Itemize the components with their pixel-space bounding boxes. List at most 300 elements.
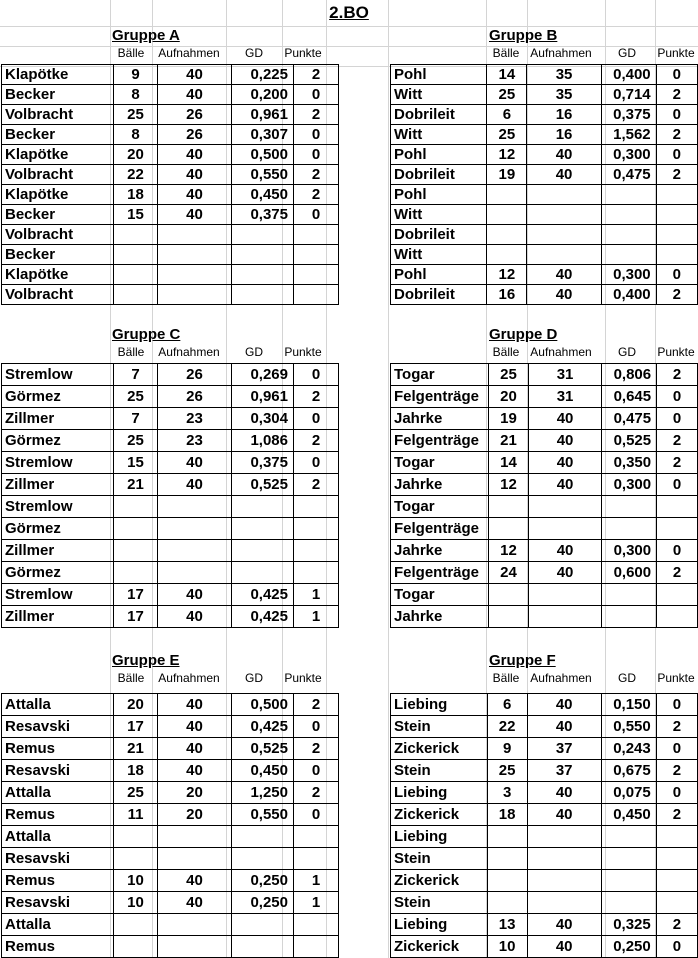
player-name-cell: Stremlow [2,452,114,474]
table-row [391,562,698,584]
innings-cell: 40 [158,474,232,496]
gd-cell: 0,300 [601,145,656,165]
points-cell: 0 [294,85,339,105]
innings-cell: 26 [158,364,232,386]
column-header-gd: GD [618,345,636,359]
balls-cell: 14 [489,452,529,474]
player-name-cell: Dobrileit [391,225,487,245]
balls-cell: 25 [487,85,527,105]
group-title: Gruppe F [489,652,556,669]
points-cell: 2 [657,364,698,386]
table-row [2,452,339,474]
gd-cell: 0,250 [232,870,294,892]
gd-cell: 0,645 [602,386,657,408]
points-cell [294,540,339,562]
gd-cell: 0,307 [232,125,294,145]
gd-cell: 0,400 [601,285,656,305]
balls-cell: 12 [487,265,527,285]
balls-cell [489,606,529,628]
innings-cell [158,540,232,562]
points-cell [294,562,339,584]
innings-cell: 40 [528,474,601,496]
table-row [391,386,698,408]
player-name-cell: Becker [2,125,114,145]
column-header-innings: Aufnahmen [158,46,220,60]
innings-cell: 40 [528,408,601,430]
gridline [388,0,389,958]
player-name-cell: Togar [391,584,489,606]
player-name-cell: Witt [391,125,487,145]
points-cell: 2 [656,804,697,826]
innings-cell [158,285,232,305]
points-cell [294,225,339,245]
score-table [390,64,698,305]
innings-cell [158,562,232,584]
player-name-cell: Görmez [2,386,114,408]
points-cell [656,225,697,245]
innings-cell: 40 [158,760,232,782]
table-row [391,892,698,914]
innings-cell: 40 [527,285,601,305]
points-cell: 0 [294,205,339,225]
points-cell: 0 [656,936,697,958]
innings-cell: 16 [527,105,601,125]
innings-cell [527,848,601,870]
table-row [391,185,698,205]
table-row [391,245,698,265]
balls-cell: 18 [114,760,158,782]
gd-cell [601,245,656,265]
table-row [391,716,698,738]
column-header-innings: Aufnahmen [530,671,592,685]
balls-cell: 19 [489,408,529,430]
innings-cell: 40 [158,584,232,606]
gd-cell: 1,250 [232,782,294,804]
innings-cell [528,518,601,540]
table-row [2,285,339,305]
table-row [2,804,339,826]
gd-cell: 0,500 [232,694,294,716]
table-row [2,364,339,386]
gd-cell: 0,250 [601,936,656,958]
innings-cell [158,496,232,518]
balls-cell: 22 [114,165,158,185]
column-header-innings: Aufnahmen [530,345,592,359]
gd-cell: 0,375 [232,452,294,474]
gd-cell: 0,375 [232,205,294,225]
gd-cell: 0,150 [601,694,656,716]
balls-cell [487,205,527,225]
balls-cell [114,562,158,584]
points-cell: 1 [294,870,339,892]
innings-cell: 40 [527,165,601,185]
innings-cell: 40 [527,716,601,738]
gd-cell: 0,269 [232,364,294,386]
table-row [2,474,339,496]
table-row [2,205,339,225]
gd-cell [602,496,657,518]
gd-cell: 0,400 [601,65,656,85]
innings-cell [158,518,232,540]
column-header-innings: Aufnahmen [158,671,220,685]
table-row [391,848,698,870]
table-row [391,804,698,826]
gd-cell [232,245,294,265]
column-header-balls: Bälle [492,46,520,60]
player-name-cell: Görmez [2,562,114,584]
table-row [391,540,698,562]
table-row [2,386,339,408]
player-name-cell: Felgenträge [391,518,489,540]
table-row [2,518,339,540]
gd-cell [232,540,294,562]
points-cell [657,518,698,540]
points-cell: 0 [294,760,339,782]
innings-cell [527,205,601,225]
points-cell [294,848,339,870]
points-cell [657,496,698,518]
column-header-gd: GD [618,46,636,60]
innings-cell: 26 [158,386,232,408]
balls-cell: 13 [487,914,527,936]
score-table [390,363,698,628]
player-name-cell: Jahrke [391,408,489,430]
table-row [2,65,339,85]
innings-cell: 40 [158,165,232,185]
player-name-cell: Attalla [2,826,114,848]
column-header-points: Punkte [284,345,322,359]
innings-cell: 40 [158,85,232,105]
table-row [2,606,339,628]
table-row [391,694,698,716]
points-cell [657,606,698,628]
points-cell: 2 [294,105,339,125]
balls-cell: 16 [487,285,527,305]
balls-cell: 21 [114,474,158,496]
gd-cell: 0,200 [232,85,294,105]
innings-cell: 40 [527,936,601,958]
gd-cell [232,285,294,305]
group-title: Gruppe E [112,652,180,669]
player-name-cell: Togar [391,364,489,386]
player-name-cell: Felgenträge [391,562,489,584]
table-row [2,265,339,285]
gd-cell: 0,250 [232,892,294,914]
table-row [391,125,698,145]
table-row [2,145,339,165]
points-cell: 2 [656,914,697,936]
table-row [391,205,698,225]
table-row [391,518,698,540]
column-header-balls: Bälle [492,671,520,685]
points-cell: 1 [294,892,339,914]
gd-cell [601,826,656,848]
points-cell [294,496,339,518]
gd-cell: 1,562 [601,125,656,145]
points-cell: 0 [656,145,697,165]
column-header-gd: GD [245,46,263,60]
table-row [391,145,698,165]
points-cell: 1 [294,584,339,606]
balls-cell: 7 [114,408,158,430]
table-row [391,496,698,518]
player-name-cell: Liebing [391,826,488,848]
table-row [2,826,339,848]
balls-cell: 21 [114,738,158,760]
column-header-points: Punkte [657,345,695,359]
gd-cell [602,606,657,628]
balls-cell [487,245,527,265]
innings-cell: 40 [527,804,601,826]
balls-cell [487,892,527,914]
player-name-cell: Togar [391,496,489,518]
gd-cell: 0,500 [232,145,294,165]
balls-cell: 18 [487,804,527,826]
gd-cell [601,870,656,892]
innings-cell [158,265,232,285]
column-header-balls: Bälle [492,345,520,359]
player-name-cell: Volbracht [2,285,114,305]
points-cell [656,870,697,892]
group-title: Gruppe C [112,326,181,343]
balls-cell [114,848,158,870]
table-row [2,870,339,892]
innings-cell: 16 [527,125,601,145]
points-cell [294,936,339,958]
innings-cell [158,936,232,958]
player-name-cell: Klapötke [2,145,114,165]
balls-cell [489,518,529,540]
table-row [2,408,339,430]
gd-cell: 0,325 [601,914,656,936]
innings-cell [527,892,601,914]
column-header-balls: Bälle [117,671,145,685]
gd-cell [232,496,294,518]
column-header-gd: GD [618,671,636,685]
innings-cell: 40 [158,452,232,474]
table-row [391,760,698,782]
player-name-cell: Klapötke [2,185,114,205]
innings-cell: 40 [158,716,232,738]
gd-cell: 0,550 [601,716,656,738]
table-row [2,848,339,870]
gd-cell: 0,350 [602,452,657,474]
table-row [391,85,698,105]
table-row [2,936,339,958]
innings-cell: 40 [158,65,232,85]
player-name-cell: Remus [2,804,114,826]
innings-cell: 35 [527,65,601,85]
table-row [391,782,698,804]
column-header-innings: Aufnahmen [158,345,220,359]
innings-cell [158,826,232,848]
balls-cell: 20 [114,145,158,165]
gd-cell: 0,300 [602,540,657,562]
table-row [2,105,339,125]
points-cell: 2 [657,562,698,584]
table-row [391,452,698,474]
table-row [2,782,339,804]
player-name-cell: Stein [391,716,488,738]
balls-cell [114,496,158,518]
player-name-cell: Volbracht [2,225,114,245]
table-row [391,225,698,245]
player-name-cell: Görmez [2,430,114,452]
innings-cell: 40 [528,452,601,474]
gd-cell: 0,300 [602,474,657,496]
gd-cell [602,584,657,606]
table-row [391,285,698,305]
points-cell: 2 [656,125,697,145]
gd-cell [601,892,656,914]
table-row [391,826,698,848]
balls-cell: 11 [114,804,158,826]
innings-cell: 40 [528,562,601,584]
points-cell: 2 [656,760,697,782]
player-name-cell: Jahrke [391,606,489,628]
player-name-cell: Dobrileit [391,165,487,185]
points-cell: 0 [294,452,339,474]
player-name-cell: Zillmer [2,408,114,430]
gridline [0,26,698,27]
player-name-cell: Klapötke [2,265,114,285]
player-name-cell: Witt [391,85,487,105]
player-name-cell: Becker [2,245,114,265]
points-cell: 0 [656,65,697,85]
column-header-points: Punkte [657,671,695,685]
player-name-cell: Felgenträge [391,386,489,408]
balls-cell: 10 [114,892,158,914]
innings-cell: 26 [158,125,232,145]
gd-cell: 0,675 [601,760,656,782]
gd-cell: 0,450 [232,760,294,782]
innings-cell: 40 [158,738,232,760]
balls-cell: 8 [114,85,158,105]
points-cell: 0 [656,105,697,125]
innings-cell [158,245,232,265]
gd-cell: 1,086 [232,430,294,452]
player-name-cell: Volbracht [2,165,114,185]
table-row [2,225,339,245]
balls-cell [114,245,158,265]
points-cell: 2 [657,452,698,474]
balls-cell: 10 [487,936,527,958]
player-name-cell: Pohl [391,265,487,285]
table-row [2,694,339,716]
innings-cell: 35 [527,85,601,105]
balls-cell [489,496,529,518]
group-title: Gruppe B [489,27,558,44]
gd-cell [602,518,657,540]
player-name-cell: Pohl [391,65,487,85]
gd-cell: 0,425 [232,716,294,738]
gd-cell [601,848,656,870]
balls-cell: 25 [114,386,158,408]
balls-cell: 3 [487,782,527,804]
balls-cell: 12 [489,540,529,562]
column-header-gd: GD [245,671,263,685]
table-row [391,606,698,628]
balls-cell: 12 [489,474,529,496]
innings-cell [158,848,232,870]
balls-cell: 25 [487,125,527,145]
innings-cell: 40 [158,606,232,628]
score-table [390,693,698,958]
innings-cell [527,870,601,892]
balls-cell [487,225,527,245]
balls-cell: 9 [114,65,158,85]
gd-cell: 0,425 [232,606,294,628]
table-row [2,245,339,265]
innings-cell: 31 [528,386,601,408]
innings-cell [527,826,601,848]
gd-cell: 0,243 [601,738,656,760]
table-row [2,85,339,105]
gd-cell: 0,550 [232,165,294,185]
innings-cell: 40 [527,265,601,285]
player-name-cell: Jahrke [391,540,489,562]
table-row [2,125,339,145]
balls-cell: 25 [487,760,527,782]
player-name-cell: Attalla [2,914,114,936]
innings-cell: 31 [528,364,601,386]
points-cell: 2 [656,285,697,305]
table-row [2,540,339,562]
player-name-cell: Becker [2,205,114,225]
points-cell [294,518,339,540]
gd-cell: 0,475 [602,408,657,430]
innings-cell: 40 [528,540,601,562]
gd-cell: 0,300 [601,265,656,285]
points-cell [656,826,697,848]
gd-cell [232,225,294,245]
points-cell: 2 [294,430,339,452]
table-row [391,738,698,760]
table-row [391,65,698,85]
balls-cell: 6 [487,694,527,716]
player-name-cell: Pohl [391,185,487,205]
player-name-cell: Liebing [391,914,488,936]
points-cell: 2 [294,185,339,205]
table-row [2,716,339,738]
gd-cell [232,265,294,285]
gd-cell: 0,450 [601,804,656,826]
balls-cell: 17 [114,584,158,606]
balls-cell: 22 [487,716,527,738]
table-row [391,914,698,936]
table-row [391,584,698,606]
innings-cell: 20 [158,804,232,826]
balls-cell: 17 [114,606,158,628]
innings-cell [527,225,601,245]
table-row [391,105,698,125]
player-name-cell: Resavski [2,760,114,782]
points-cell: 2 [294,65,339,85]
points-cell: 0 [657,386,698,408]
player-name-cell: Resavski [2,716,114,738]
gd-cell: 0,425 [232,584,294,606]
player-name-cell: Stein [391,760,488,782]
player-name-cell: Görmez [2,518,114,540]
player-name-cell: Pohl [391,145,487,165]
balls-cell [487,848,527,870]
balls-cell [114,914,158,936]
gd-cell: 0,475 [601,165,656,185]
score-table [1,64,339,305]
table-row [2,562,339,584]
points-cell: 2 [294,474,339,496]
gd-cell: 0,304 [232,408,294,430]
